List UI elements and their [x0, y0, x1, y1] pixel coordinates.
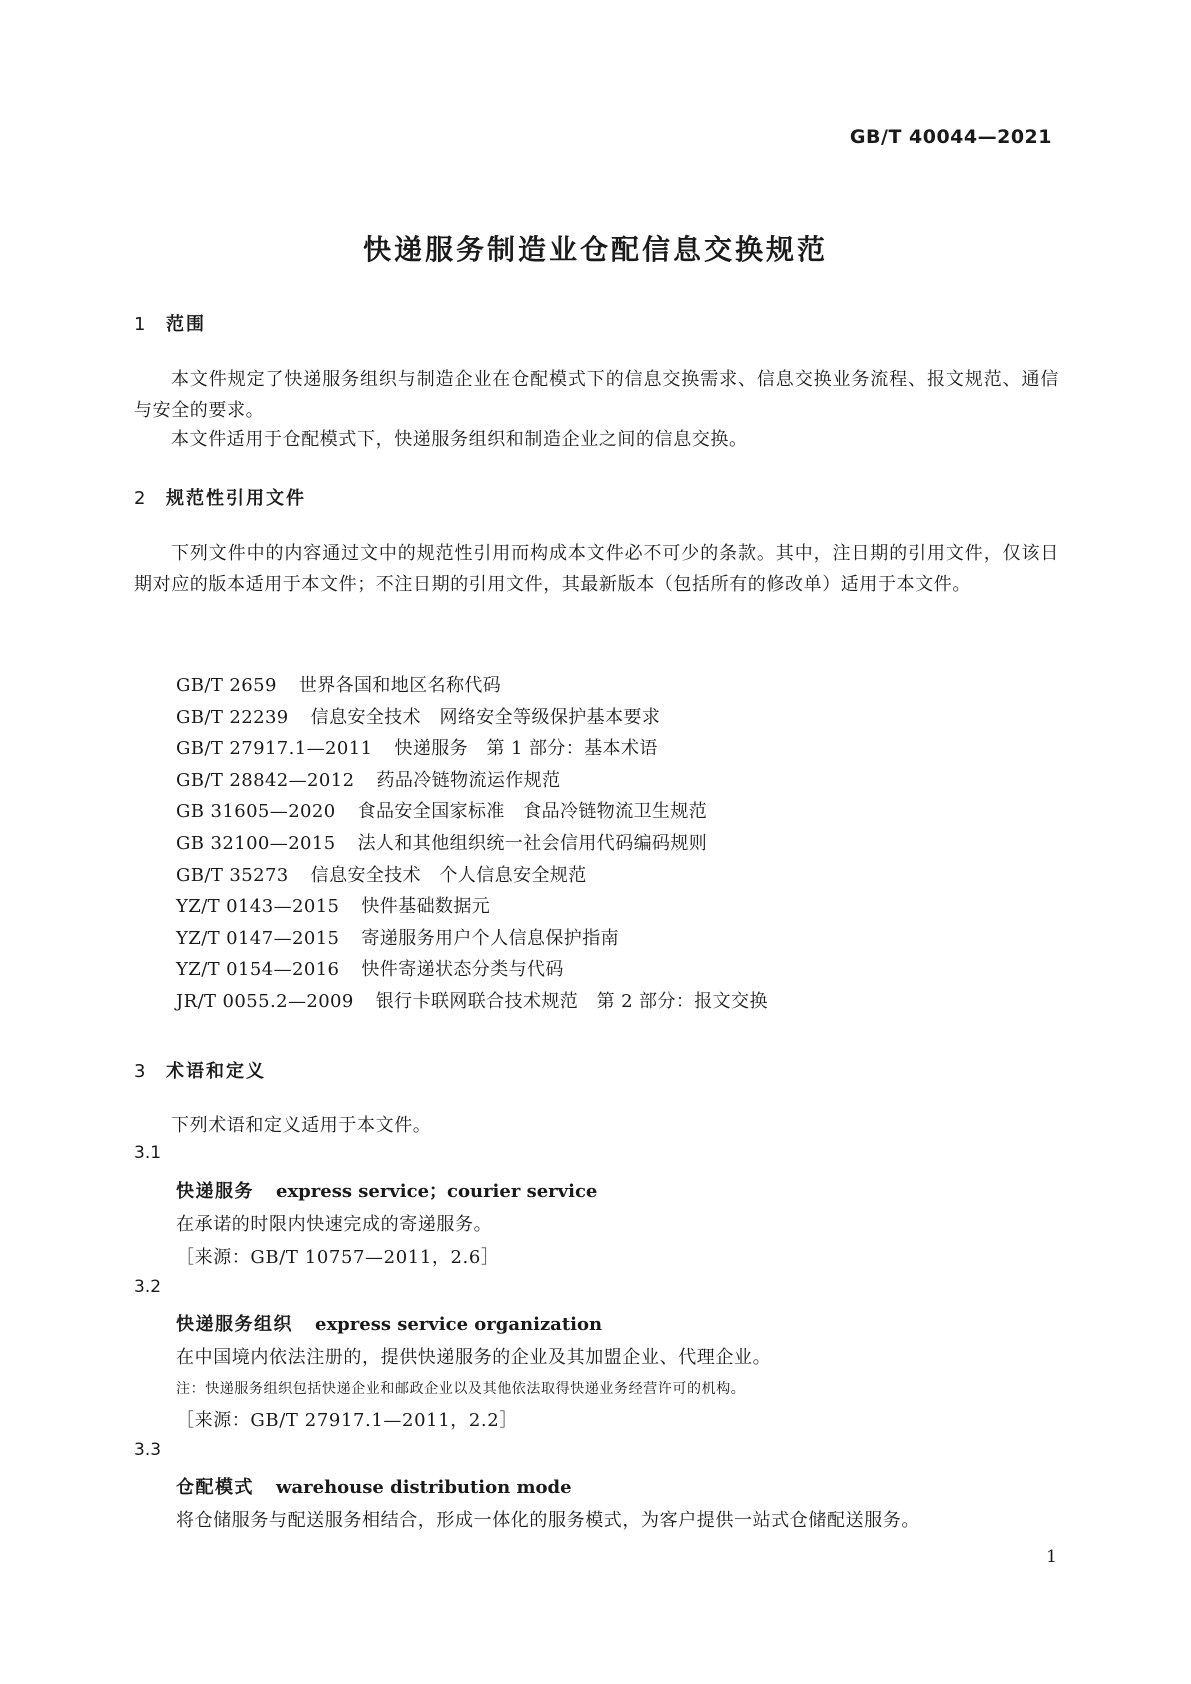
normative-references-list: [176, 670, 768, 1018]
reference-code: YZ/T 0147—2015: [176, 927, 340, 949]
term-heading: [176, 1473, 572, 1499]
reference-title: 食品安全国家标准 食品冷链物流卫生规范: [357, 801, 708, 823]
section-1-paragraph-2: 本文件适用于仓配模式下，快递服务组织和制造企业之间的信息交换。: [171, 429, 748, 450]
document-title: 快递服务制造业仓配信息交换规范: [362, 233, 828, 266]
reference-title: 世界各国和地区名称代码: [298, 675, 502, 696]
reference-code: JR/T 0055.2—2009: [176, 990, 354, 1012]
section-3-intro: 下列术语和定义适用于本文件。: [171, 1115, 432, 1136]
term-definition: 在承诺的时限内快速完成的寄递服务。: [176, 1214, 493, 1235]
page-number: 1: [1046, 1547, 1057, 1567]
reference-title: 快件寄递状态分类与代码: [361, 959, 564, 981]
reference-code: GB/T 27917.1—2011: [176, 738, 373, 760]
reference-title: 法人和其他组织统一社会信用代码编码规则: [357, 832, 708, 854]
reference-title: 快递服务 第 1 部分：基本术语: [394, 738, 658, 760]
section-2-heading: [134, 484, 306, 510]
term-source: ［来源：GB/T 27917.1—2011，2.2］: [176, 1410, 518, 1431]
reference-code: GB/T 2659: [176, 675, 277, 696]
reference-code: YZ/T 0154—2016: [176, 959, 340, 981]
section-title: 范围: [166, 314, 206, 335]
reference-code: GB/T 35273: [176, 864, 289, 886]
reference-item: [176, 891, 768, 923]
term-english: express service；courier service: [276, 1181, 598, 1202]
reference-item: [176, 765, 768, 797]
reference-code: YZ/T 0143—2015: [176, 896, 340, 918]
reference-item: [176, 923, 768, 955]
term-definition: 将仓储服务与配送服务相结合，形成一体化的服务模式，为客户提供一站式仓储配送服务。: [176, 1510, 920, 1531]
section-title: 规范性引用文件: [166, 488, 306, 509]
reference-title: 快件基础数据元: [361, 896, 491, 918]
reference-item: [176, 702, 768, 734]
section-3-heading: [134, 1057, 266, 1083]
section-number: 1: [134, 314, 148, 335]
section-1-heading: [134, 310, 206, 336]
term-number: 3.1: [134, 1143, 162, 1163]
term-source: ［来源：GB/T 10757—2011，2.6］: [176, 1247, 500, 1268]
reference-code: GB/T 28842—2012: [176, 769, 355, 791]
section-number: 2: [134, 488, 148, 509]
reference-title: 银行卡联网联合技术规范 第 2 部分：报文交换: [375, 990, 768, 1012]
reference-title: 寄递服务用户个人信息保护指南: [361, 927, 620, 949]
reference-code: GB/T 22239: [176, 706, 289, 728]
section-number: 3: [134, 1061, 148, 1082]
reference-item: [176, 860, 768, 892]
section-2-intro: 下列文件中的内容通过文中的规范性引用而构成本文件必不可少的条款。其中，注日期的引用文件，仅该日期对应的版本适用于本文件；不注日期的引用文件，其最新版本（包括所有的修改单）适用于本文件。: [134, 543, 1059, 595]
term-number: 3.2: [134, 1277, 162, 1297]
reference-item: [176, 828, 768, 860]
document-code: GB/T 40044—2021: [849, 126, 1052, 148]
reference-code: GB 31605—2020: [176, 801, 336, 823]
reference-code: GB 32100—2015: [176, 832, 336, 854]
term-chinese: 仓配模式: [176, 1477, 254, 1498]
reference-item: [176, 796, 768, 828]
term-note: 注：快递服务组织包括快递企业和邮政企业以及其他依法取得快递业务经营许可的机构。: [176, 1381, 746, 1397]
term-heading: [176, 1177, 597, 1203]
term-chinese: 快递服务组织: [176, 1314, 293, 1335]
section-title: 术语和定义: [166, 1061, 266, 1082]
reference-item: [176, 954, 768, 986]
term-definition: 在中国境内依法注册的，提供快递服务的企业及其加盟企业、代理企业。: [176, 1347, 772, 1368]
reference-item: [176, 670, 768, 702]
reference-item: [176, 986, 768, 1018]
reference-title: 信息安全技术 网络安全等级保护基本要求: [310, 706, 661, 728]
term-number: 3.3: [134, 1440, 162, 1460]
term-english: warehouse distribution mode: [276, 1477, 572, 1498]
reference-title: 药品冷链物流运作规范: [376, 769, 561, 791]
section-1-paragraph-1: 本文件规定了快递服务组织与制造企业在仓配模式下的信息交换需求、信息交换业务流程、报文规范、通信与安全的要求。: [134, 369, 1059, 421]
term-chinese: 快递服务: [176, 1181, 254, 1202]
reference-title: 信息安全技术 个人信息安全规范: [310, 864, 587, 886]
reference-item: [176, 733, 768, 765]
term-heading: [176, 1310, 602, 1336]
term-english: express service organization: [315, 1314, 603, 1335]
